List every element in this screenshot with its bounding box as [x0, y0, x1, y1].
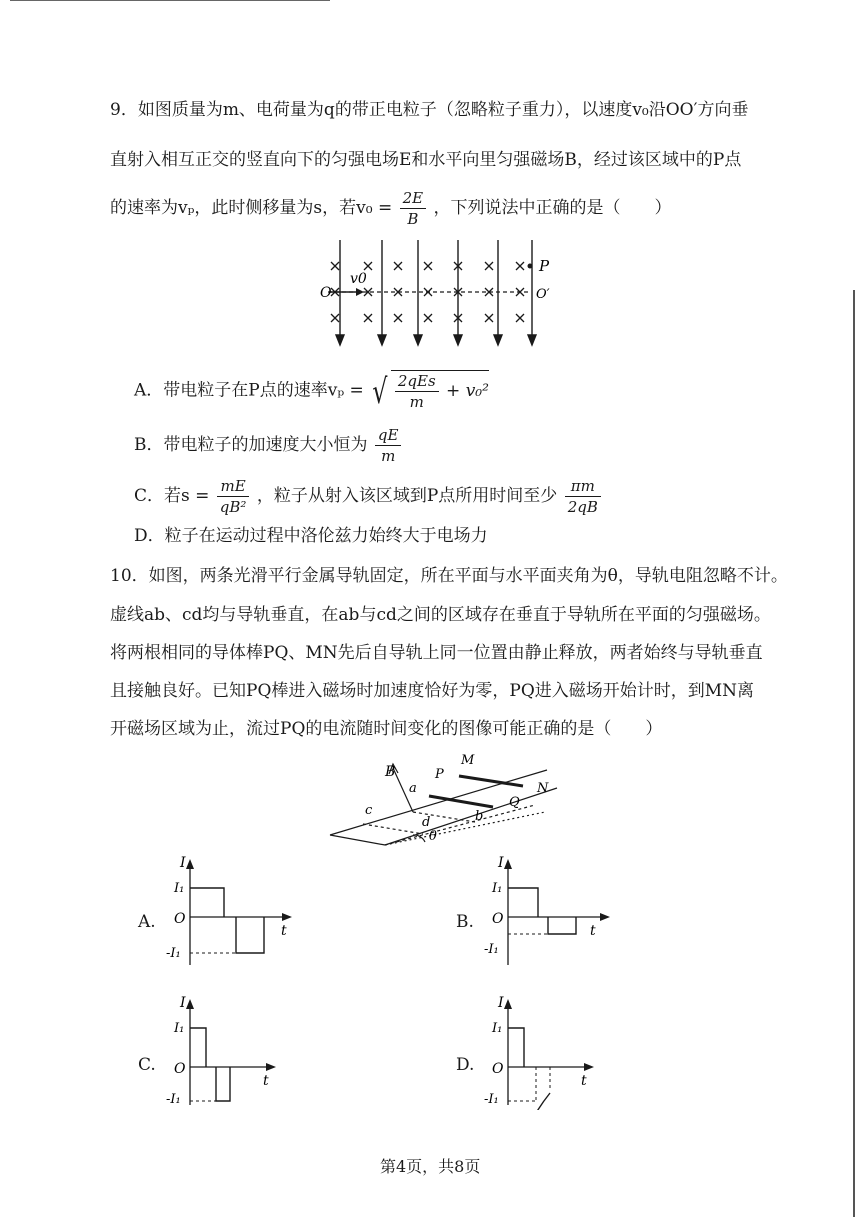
- rod-mn: [459, 776, 523, 786]
- q10-rail-diagram: [325, 750, 560, 850]
- graph-d-axis-i: I: [498, 995, 504, 1011]
- graph-b-negative-pulse: [548, 917, 576, 934]
- q9-fraction: [400, 188, 427, 229]
- label-theta: θ: [429, 829, 437, 844]
- graph-c: [160, 995, 300, 1110]
- graph-a-positive-pulse: [190, 888, 224, 917]
- label-o: O: [320, 285, 332, 301]
- dashed-cd: [363, 824, 423, 834]
- label-q: Q: [509, 795, 520, 810]
- graph-c-origin: O: [174, 1061, 186, 1077]
- graph-b-label: B.: [456, 912, 474, 932]
- label-n: N: [537, 781, 549, 796]
- graph-a-axis-i: I: [180, 855, 186, 871]
- graph-a-origin: O: [174, 911, 186, 927]
- label-d: d: [422, 815, 431, 830]
- label-b-point: b: [475, 809, 484, 824]
- q10-line-4: 且接触良好。已知PQ棒进入磁场时加速度恰好为零，PQ进入磁场开始计时，到MN离: [110, 681, 755, 701]
- graph-c-tick-i1: I₁: [174, 1021, 185, 1036]
- top-rule: [10, 0, 330, 1]
- graph-b-tick-neg-i1: -I₁: [484, 942, 499, 957]
- q9-frac-den: B: [407, 210, 419, 228]
- q9-option-c: [134, 476, 603, 517]
- q9-line-1: 9．如图质量为m、电荷量为q的带正电粒子（忽略粒子重力），以速度v₀沿OO′方向垂: [110, 100, 749, 120]
- q9-frac-num: 2E: [400, 188, 427, 209]
- rod-pq: [429, 796, 493, 807]
- graph-c-tick-neg-i1: -I₁: [166, 1092, 181, 1107]
- q9-c-num2: πm: [565, 476, 601, 497]
- q9-b-num: qE: [375, 425, 402, 446]
- q10-line-5: 开磁场区域为止，流过PQ的电流随时间变化的图像可能正确的是（ ）: [110, 719, 663, 739]
- graph-a-axis-t: t: [281, 923, 287, 939]
- q9-line-3-post: ，下列说法中正确的是（ ）: [433, 198, 672, 218]
- label-v0: v0: [350, 271, 367, 287]
- q9-a-rad-den: m: [409, 393, 424, 411]
- graph-c-negative-pulse: [216, 1067, 230, 1101]
- graph-b-origin: O: [492, 911, 504, 927]
- graph-a-tick-i1: I₁: [174, 881, 185, 896]
- graph-b-axis-t: t: [590, 923, 596, 939]
- graph-b-axis-i: I: [498, 855, 504, 871]
- graph-d: [478, 995, 618, 1110]
- rail-right: [385, 788, 557, 845]
- graph-d-tick-neg-i1: -I₁: [484, 1092, 499, 1107]
- q9-field-diagram: [310, 235, 570, 350]
- graph-d-label: D.: [456, 1055, 475, 1075]
- q9-line-3: [110, 188, 672, 229]
- q9-a-rad-post: + v₀²: [446, 381, 489, 401]
- q9-option-a-sqrt: √ $\frac{\text{2qEs}}{m}$ + v₀²: [372, 371, 489, 412]
- graph-a: [160, 855, 300, 970]
- q9-option-c-mid: ，粒子从射入该区域到P点所用时间至少: [256, 486, 558, 506]
- rail-bottom: [330, 835, 385, 845]
- q9-option-b-pre: B．带电粒子的加速度大小恒为: [134, 435, 368, 455]
- graph-c-axis-i: I: [180, 995, 186, 1011]
- label-p: P: [539, 257, 550, 275]
- q9-b-den: m: [381, 447, 396, 465]
- graph-d-axis-t: t: [581, 1073, 587, 1089]
- q9-a-rad-num: 2qEs: [395, 371, 439, 392]
- label-a: a: [409, 781, 417, 796]
- q10-line-2: 虚线ab、cd均与导轨垂直，在ab与cd之间的区域存在垂直于导轨所在平面的匀强磁场。: [110, 605, 771, 625]
- graph-d-origin: O: [492, 1061, 504, 1077]
- label-c: c: [365, 803, 373, 818]
- label-b: B: [385, 764, 396, 780]
- graph-c-axis-t: t: [263, 1073, 269, 1089]
- graph-d-tick-i1: I₁: [492, 1021, 503, 1036]
- q9-option-a-pre: A．带电粒子在P点的速率vₚ =: [134, 380, 364, 401]
- q9-c-num: mE: [217, 476, 250, 497]
- graph-b-positive-pulse: [508, 888, 538, 917]
- graph-a-label: A.: [138, 912, 156, 932]
- label-o-prime: O′: [536, 287, 550, 302]
- q9-line-2: 直射入相互正交的竖直向下的匀强电场E和水平向里匀强磁场B，经过该区域中的P点: [110, 150, 742, 170]
- q9-option-c-pre: C．若s =: [134, 486, 210, 506]
- graph-d-negative-curve: [536, 1093, 550, 1110]
- graph-b-tick-i1: I₁: [492, 881, 503, 896]
- graph-b: [478, 855, 618, 970]
- graph-a-negative-pulse: [236, 917, 264, 953]
- q9-line-3-pre: 的速率为vₚ，此时侧移量为s，若v₀ =: [110, 198, 393, 218]
- label-p: P: [435, 767, 444, 782]
- q10-line-1: 10．如图，两条光滑平行金属导轨固定，所在平面与水平面夹角为θ，导轨电阻忽略不计。: [110, 566, 788, 586]
- graph-c-label: C.: [138, 1055, 156, 1075]
- q9-option-a: [134, 370, 489, 412]
- graph-c-positive-pulse: [190, 1028, 206, 1067]
- q9-option-b: [134, 425, 403, 466]
- q9-c-den2: 2qB: [567, 498, 598, 516]
- page-footer: 第4页，共8页: [380, 1157, 481, 1176]
- graph-d-positive-pulse: [508, 1028, 524, 1067]
- q9-c-den: qB²: [219, 498, 247, 516]
- label-m: M: [461, 753, 475, 768]
- point-p-dot: [528, 264, 533, 269]
- page-edge-line: [853, 290, 855, 1217]
- q10-line-3: 将两根相同的导体棒PQ、MN先后自导轨上同一位置由静止释放，两者始终与导轨垂直: [110, 643, 763, 663]
- q9-option-d: D．粒子在运动过程中洛伦兹力始终大于电场力: [134, 526, 488, 546]
- graph-a-tick-neg-i1: -I₁: [166, 946, 181, 961]
